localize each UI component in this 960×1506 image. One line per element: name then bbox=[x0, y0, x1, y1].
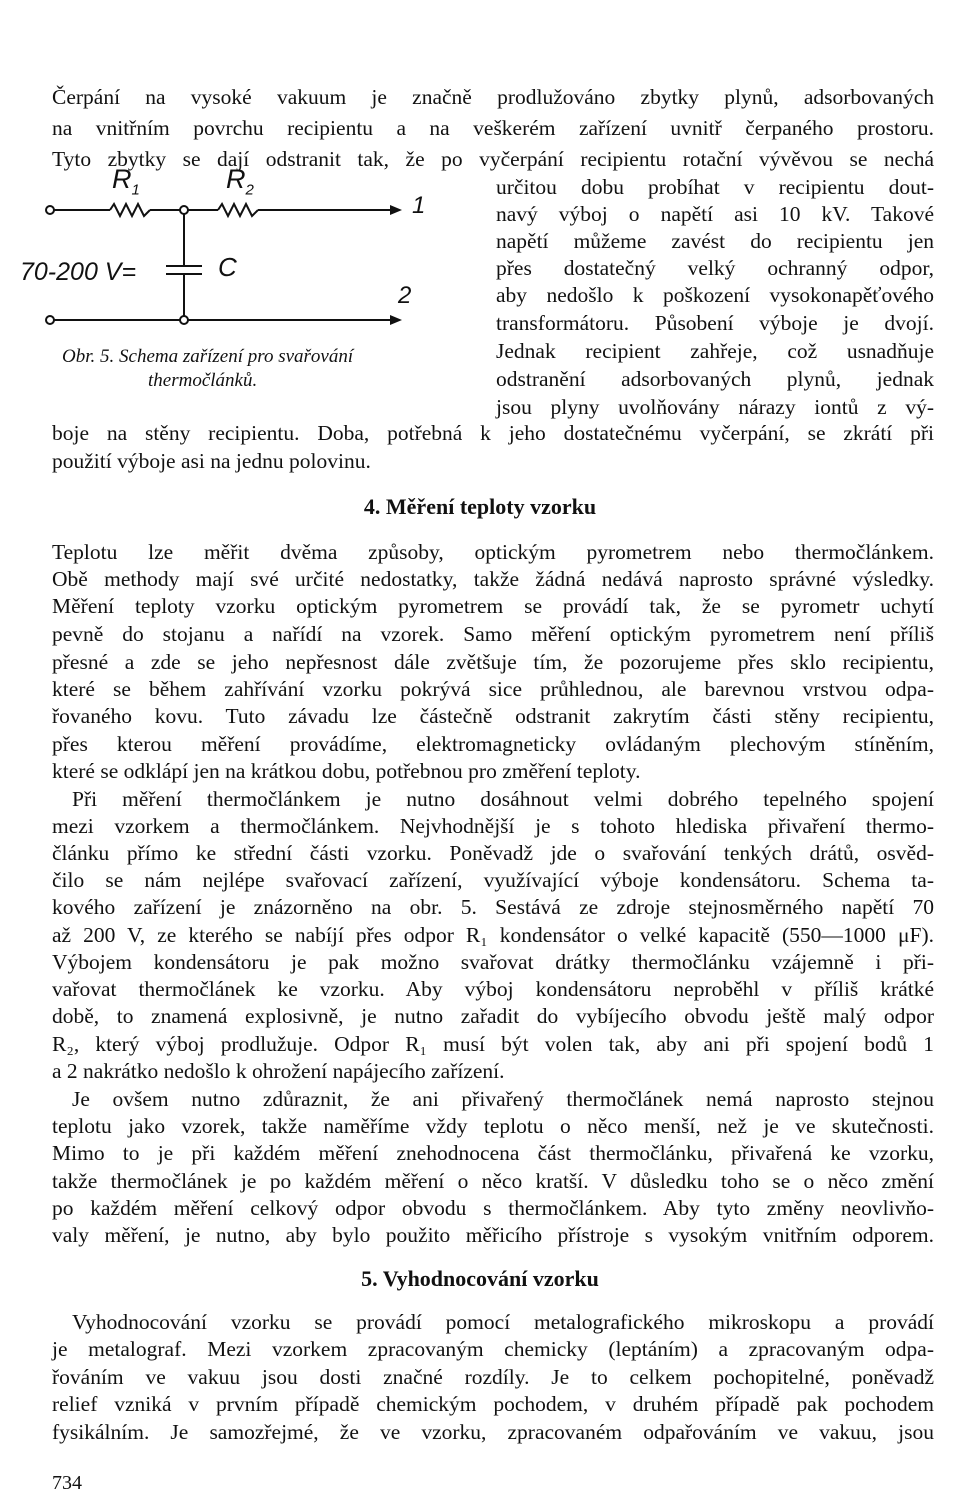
text-line: Vyhodnocování vzorku se provádí pomocí metalografického mikroskopu a provádí bbox=[72, 1310, 934, 1334]
text-line: článku přímo ke střední části vzorku. Poněvadž jde o svařování tenkých drátů, osvěd- bbox=[52, 841, 934, 865]
node-top bbox=[180, 206, 188, 214]
text-line: a 2 nakrátko nedošlo k ohrožení napájecího zařízení. bbox=[52, 1059, 505, 1083]
label-terminal-1: 1 bbox=[412, 192, 426, 219]
text-line: R₂, který výboj prodlužuje. Odpor R₁ musí být volen tak, aby ani při spojení bodů 1 bbox=[52, 1032, 934, 1056]
text-line: Jednak recipient zahřeje, což usnadňuje bbox=[496, 339, 934, 363]
text-line: na vnitřním povrchu recipientu a na veškerém zařízení uvnitř čerpaného prostoru. bbox=[52, 116, 934, 140]
text-line: takže thermočlánek je po každém měření o něco kratší. V důsledku toho se o něco změní bbox=[52, 1169, 934, 1193]
text-line: aby nedošlo k poškození vysokonapěťového bbox=[496, 283, 934, 307]
text-line: určitou dobu probíhat v recipientu dout- bbox=[496, 175, 934, 199]
text-line: Čerpání na vysoké vakuum je značně prodlužováno zbytky plynů, adsorbovaných bbox=[52, 85, 934, 109]
text-line: čilo se nám nejlépe svařovací zařízení, využívající výboje kondensátoru. Schema ta- bbox=[52, 868, 934, 892]
text-line: kového zařízení je znázorněno na obr. 5. Sestává ze zdroje stejnosměrného napětí 70 bbox=[52, 895, 934, 919]
text-line: fysikálním. Je samozřejmé, že ve vzorku, zpracovaném odpařováním ve vakuu, jsou bbox=[52, 1420, 934, 1444]
label-voltage: 70-200 V= bbox=[20, 258, 137, 286]
text-line: valy měření, je nutno, aby bylo použito měřicího přístroje s vysokým vnitřním odporem. bbox=[52, 1223, 934, 1247]
text-line: které se odklápí jen na krátkou dobu, potřebnou pro změření teploty. bbox=[52, 759, 641, 783]
figure-caption: Obr. 5. Schema zařízení pro svařování bbox=[62, 346, 354, 367]
text-line: použití výboje asi na jednu polovinu. bbox=[52, 449, 371, 473]
arrow-terminal-2 bbox=[390, 315, 402, 325]
text-line: boje na stěny recipientu. Doba, potřebná k jeho dostatečnému vyčerpání, se zkrátí při bbox=[52, 421, 934, 445]
text-line: odstranění adsorbovaných plynů, jednak bbox=[496, 367, 934, 391]
resistor-r1 bbox=[110, 204, 150, 216]
text-line: Teplotu lze měřit dvěma způsoby, optickým pyrometrem nebo thermočlánkem. bbox=[52, 540, 934, 564]
text-line: teplotu jako vzorek, takže naměříme vždy teplotu o něco menší, než je ve skutečnosti. bbox=[52, 1114, 934, 1138]
text-line: napětí můžeme zavést do recipientu jen bbox=[496, 229, 934, 253]
text-line: po každém měření celkový odpor obvodu s thermočlánkem. Aby tyto změny neovlivňo- bbox=[52, 1196, 934, 1220]
text-line: řovaného kovu. Tuto závadu lze částečně odstranit zakrytím části stěny recipientu, bbox=[52, 704, 934, 728]
text-line: Měření teploty vzorku optickým pyrometrem se provádí tak, že se pyrometr uchytí bbox=[52, 594, 934, 618]
terminal-left-bottom bbox=[46, 316, 54, 324]
text-line: přes kterou měření provádíme, elektromagneticky ovládaným plechovým stíněním, bbox=[52, 732, 934, 756]
text-line: navý výboj o napětí asi 10 kV. Takové bbox=[496, 202, 934, 226]
label-r2: $R_2$ bbox=[226, 164, 254, 199]
page-number: 734 bbox=[52, 1472, 82, 1494]
label-terminal-2: 2 bbox=[398, 282, 412, 309]
text-line: řováním ve vakuu jsou dosti značné rozdíly. Je to celkem pochopitelné, poněvadž bbox=[52, 1365, 934, 1389]
circuit-diagram bbox=[20, 164, 490, 342]
figure-caption: thermočlánků. bbox=[148, 370, 258, 391]
text-line: jsou plyny uvolňovány nárazy iontů z vý- bbox=[496, 395, 934, 419]
terminal-left-top bbox=[46, 206, 54, 214]
text-line: Při měření thermočlánkem je nutno dosáhnout velmi dobrého tepelného spojení bbox=[72, 787, 934, 811]
text-line: pevně do stojanu a nařídí na vzorek. Samo měření optickým pyrometrem není příliš bbox=[52, 622, 934, 646]
text-line: až 200 V, ze kterého se nabíjí přes odpor R₁ kondensátor o velké kapacitě (550—1000 μF). bbox=[52, 923, 934, 947]
text-line: době, to znamená explosivně, je nutno zařadit do vybíjecího obvodu ještě malý odpor bbox=[52, 1004, 934, 1028]
text-line: je metalograf. Mezi vzorkem zpracovaným chemicky (leptáním) a zpracovaným odpa- bbox=[52, 1337, 934, 1361]
text-line: transformátoru. Působení výboje je dvojí. bbox=[496, 311, 934, 335]
text-line: Je ovšem nutno zdůraznit, že ani přivařený thermočlánek nemá naprosto stejnou bbox=[72, 1087, 934, 1111]
text-line: které se během zahřívání vzorku pokrývá sice průhlednou, ale barevnou vrstvou odpa- bbox=[52, 677, 934, 701]
text-line: vařovat thermočlánek ke vzorku. Aby výboj kondensátoru neproběhl v příliš krátké bbox=[52, 977, 934, 1001]
text-line: relief vzniká v prvním případě chemickým pochodem, v druhém případě pak pochodem bbox=[52, 1392, 934, 1416]
resistor-r2 bbox=[218, 204, 258, 216]
text-line: přes dostatečný velký ochranný odpor, bbox=[496, 256, 934, 280]
arrow-terminal-1 bbox=[390, 205, 402, 215]
label-r1: $R_1$ bbox=[112, 164, 140, 199]
text-line: mezi vzorkem a thermočlánkem. Nejvhodnější je s tohoto hlediska přivaření thermo- bbox=[52, 814, 934, 838]
section-heading: 5. Vyhodnocování vzorku bbox=[361, 1266, 599, 1291]
text-line: Výbojem kondensátoru je pak možno svařovat drátky thermočlánku vzájemně i při- bbox=[52, 950, 934, 974]
text-line: Obě methody mají své určité nedostatky, takže žádná nedává naprosto správné výsledky. bbox=[52, 567, 934, 591]
text-line: přesné a zde se jeho nepřesnost dále zvětšuje tím, že pozorujeme přes sklo recipientu, bbox=[52, 650, 934, 674]
section-heading: 4. Měření teploty vzorku bbox=[363, 494, 597, 519]
label-c: C bbox=[218, 252, 237, 282]
node-bottom bbox=[180, 316, 188, 324]
text-line: Tyto zbytky se dají odstranit tak, že po vyčerpání recipientu rotační vývěvou se nechá bbox=[52, 147, 934, 171]
text-line: Mimo to je při každém měření znehodnocena část thermočlánku, přivařená ke vzorku, bbox=[52, 1141, 934, 1165]
